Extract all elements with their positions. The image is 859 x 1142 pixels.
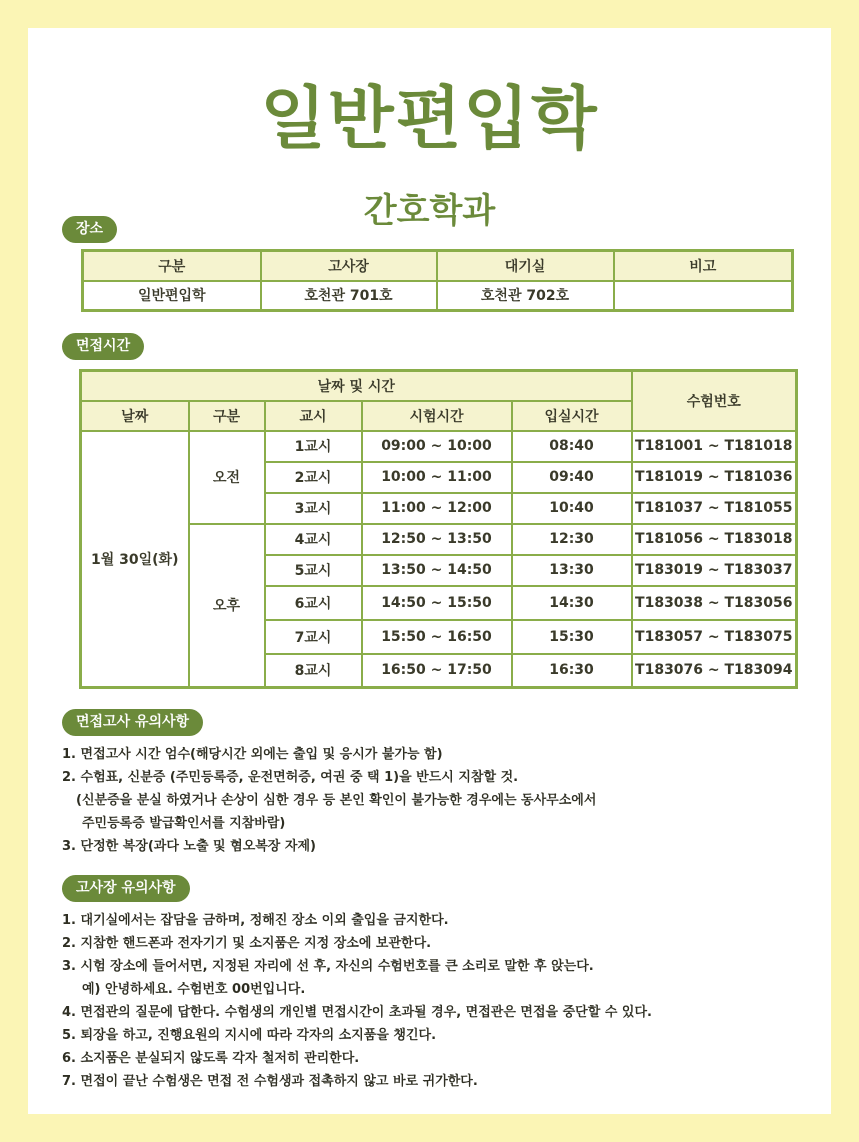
place-waiting-room: 호천관 702호 [437,281,614,311]
exam-time-cell: 14:50 ~ 15:50 [362,586,512,620]
exam-time-header: 시험시간 [362,401,512,431]
session-header: 구분 [189,401,265,431]
page-subtitle: 간호학과 [363,191,496,231]
place-category: 일반편입학 [83,281,261,311]
exam-number-range-cell: T181037 ~ T181055 [632,493,797,524]
exam-number-range-cell: T181019 ~ T181036 [632,462,797,493]
list-item: 3. 단정한 복장(과다 노출 및 혐오복장 자제) [62,839,316,854]
place-header-waiting-room: 대기실 [437,251,614,281]
exam-number-range-cell: T183038 ~ T183056 [632,586,797,620]
list-item: 6. 소지품은 분실되지 않도록 각자 철저히 관리한다. [62,1051,360,1066]
entry-time-cell: 16:30 [512,654,632,688]
page-title: 일반편입학 [260,80,599,159]
table-row [81,431,797,462]
exam-time-cell: 16:50 ~ 17:50 [362,654,512,688]
place-header-note: 비고 [614,251,793,281]
time-section-label: 면접시간 [62,333,144,360]
interview-notes-list [62,743,596,858]
interview-notes-label: 면접고사 유의사항 [62,709,203,736]
exam-time-cell: 12:50 ~ 13:50 [362,524,512,555]
entry-time-cell: 12:30 [512,524,632,555]
period-cell: 1교시 [265,431,362,462]
list-item: 5. 퇴장을 하고, 진행요원의 지시에 따라 각자의 소지품을 챙긴다. [62,1028,437,1043]
place-exam-room: 호천관 701호 [261,281,437,311]
list-item: 2. 지참한 핸드폰과 전자기기 및 소지품은 지정 장소에 보관한다. [62,936,432,951]
entry-time-cell: 10:40 [512,493,632,524]
exam-time-cell: 11:00 ~ 12:00 [362,493,512,524]
exam-time-cell: 10:00 ~ 11:00 [362,462,512,493]
date-time-group-header: 날짜 및 시간 [81,371,632,401]
list-item: (신분증을 분실 하였거나 손상이 심한 경우 등 본인 확인이 불가능한 경우에는 동사무소에서 [76,793,597,808]
room-notes-label: 고사장 유의사항 [62,875,190,902]
period-cell: 6교시 [265,586,362,620]
entry-time-cell: 15:30 [512,620,632,654]
period-cell: 7교시 [265,620,362,654]
interview-time-table [79,369,798,689]
table-row [81,524,797,555]
place-header-exam-room: 고사장 [261,251,437,281]
list-item: 4. 면접관의 질문에 답한다. 수험생의 개인별 면접시간이 초과될 경우, 면접관은 면접을 중단할 수 있다. [62,1005,652,1020]
entry-time-cell: 14:30 [512,586,632,620]
entry-time-cell: 13:30 [512,555,632,586]
exam-number-range-cell: T183019 ~ T183037 [632,555,797,586]
exam-time-cell: 09:00 ~ 10:00 [362,431,512,462]
exam-number-range-cell: T183057 ~ T183075 [632,620,797,654]
list-item: 예) 안녕하세요. 수험번호 00번입니다. [82,982,306,997]
place-header-category: 구분 [83,251,261,281]
place-section-label: 장소 [62,216,117,243]
exam-number-range-cell: T181001 ~ T181018 [632,431,797,462]
exam-number-range-cell: T181056 ~ T183018 [632,524,797,555]
period-header: 교시 [265,401,362,431]
entry-time-cell: 09:40 [512,462,632,493]
room-notes-list [62,909,652,1093]
exam-number-header: 수험번호 [632,371,797,431]
period-cell: 2교시 [265,462,362,493]
place-note [614,281,793,311]
interview-date: 1월 30일(화) [81,431,189,688]
entry-time-header: 입실시간 [512,401,632,431]
session-am: 오전 [189,431,265,524]
period-cell: 4교시 [265,524,362,555]
list-item: 7. 면접이 끝난 수험생은 면접 전 수험생과 접촉하지 않고 바로 귀가한다. [62,1074,478,1089]
entry-time-cell: 08:40 [512,431,632,462]
exam-time-cell: 13:50 ~ 14:50 [362,555,512,586]
exam-number-range-cell: T183076 ~ T183094 [632,654,797,688]
list-item: 주민등록증 발급확인서를 지참바람) [82,816,286,831]
period-cell: 3교시 [265,493,362,524]
period-cell: 8교시 [265,654,362,688]
exam-time-cell: 15:50 ~ 16:50 [362,620,512,654]
session-pm: 오후 [189,524,265,688]
list-item: 1. 대기실에서는 잡담을 금하며, 정해진 장소 이외 출입을 금지한다. [62,913,449,928]
place-table [81,249,794,312]
list-item: 3. 시험 장소에 들어서면, 지정된 자리에 선 후, 자신의 수험번호를 큰 소리로 말한 후 앉는다. [62,959,594,974]
period-cell: 5교시 [265,555,362,586]
list-item: 2. 수험표, 신분증 (주민등록증, 운전면허증, 여권 중 택 1)을 반드시 지참할 것. [62,770,519,785]
date-header: 날짜 [81,401,189,431]
list-item: 1. 면접고사 시간 엄수(해당시간 외에는 출입 및 응시가 불가능 함) [62,747,443,762]
